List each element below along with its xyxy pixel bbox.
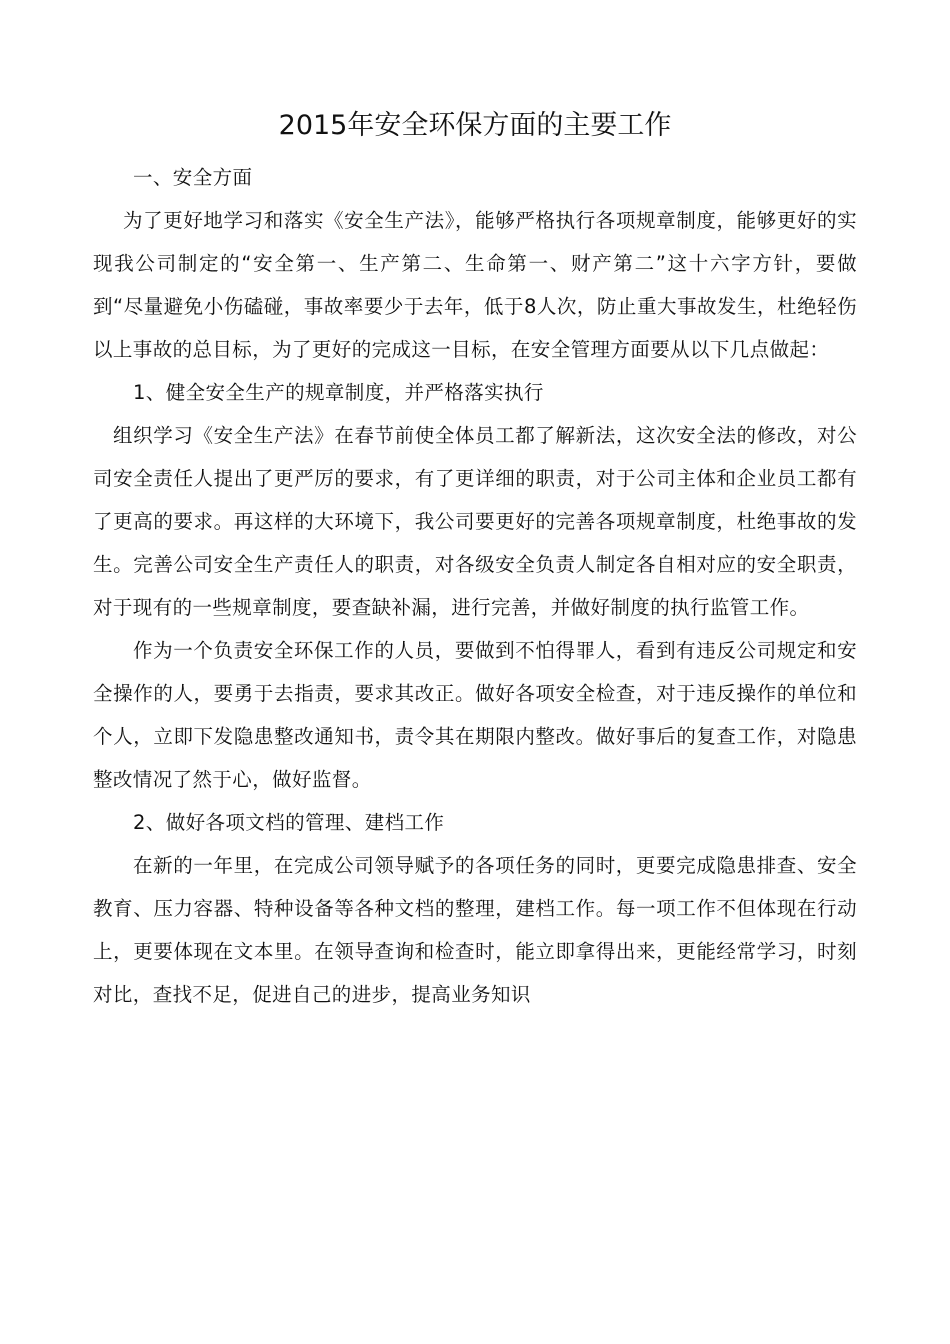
item-2-heading: 2、做好各项文档的管理、建档工作 <box>133 811 445 834</box>
intro-paragraph: 为了更好地学习和落实《安全生产法》，能够严格执行各项规章制度，能够更好的实现我公司制定的“安全第一、生产第二、生命第一、财产第二”这十六字方针，要做到“尽量避免小伤磕碰，事故率要少于去年，低于8人次，防止重大事故发生，杜绝轻伤以上事故的总目标，为了更好的完成这一目标，在安全管理方面要从以下几点做起： <box>93 209 857 361</box>
item-1-heading: 1、健全安全生产的规章制度，并严格落实执行 <box>133 381 544 404</box>
item-1-paragraph-1: 组织学习《安全生产法》在春节前使全体员工都了解新法，这次安全法的修改，对公司安全责任人提出了更严厉的要求，有了更详细的职责，对于公司主体和企业员工都有了更高的要求。再这样的大环境下，我公司要更好的完善各项规章制度，杜绝事故的发生。完善公司安全生产责任人的职责，对各级安全负责人制定各自相对应的安全职责，对于现有的一些规章制度，要查缺补漏，进行完善，并做好制度的执行监管工作。 <box>93 424 857 619</box>
item-1-paragraph-2: 作为一个负责安全环保工作的人员，要做到不怕得罪人，看到有违反公司规定和安全操作的人，要勇于去指责，要求其改正。做好各项安全检查，对于违反操作的单位和个人，立即下发隐患整改通知书，责令其在期限内整改。做好事后的复查工作，对隐患整改情况了然于心，做好监督。 <box>93 639 857 791</box>
section-1-heading: 一、安全方面 <box>133 166 253 189</box>
item-2-paragraph-1: 在新的一年里，在完成公司领导赋予的各项任务的同时，更要完成隐患排查、安全教育、压力容器、特种设备等各种文档的整理，建档工作。每一项工作不但体现在行动上，更要体现在文本里。在领导查询和检查时，能立即拿得出来，更能经常学习，时刻对比，查找不足，促进自己的进步，提高业务知识 <box>93 854 857 1006</box>
document-title: 2015年安全环保方面的主要工作 <box>278 110 672 141</box>
